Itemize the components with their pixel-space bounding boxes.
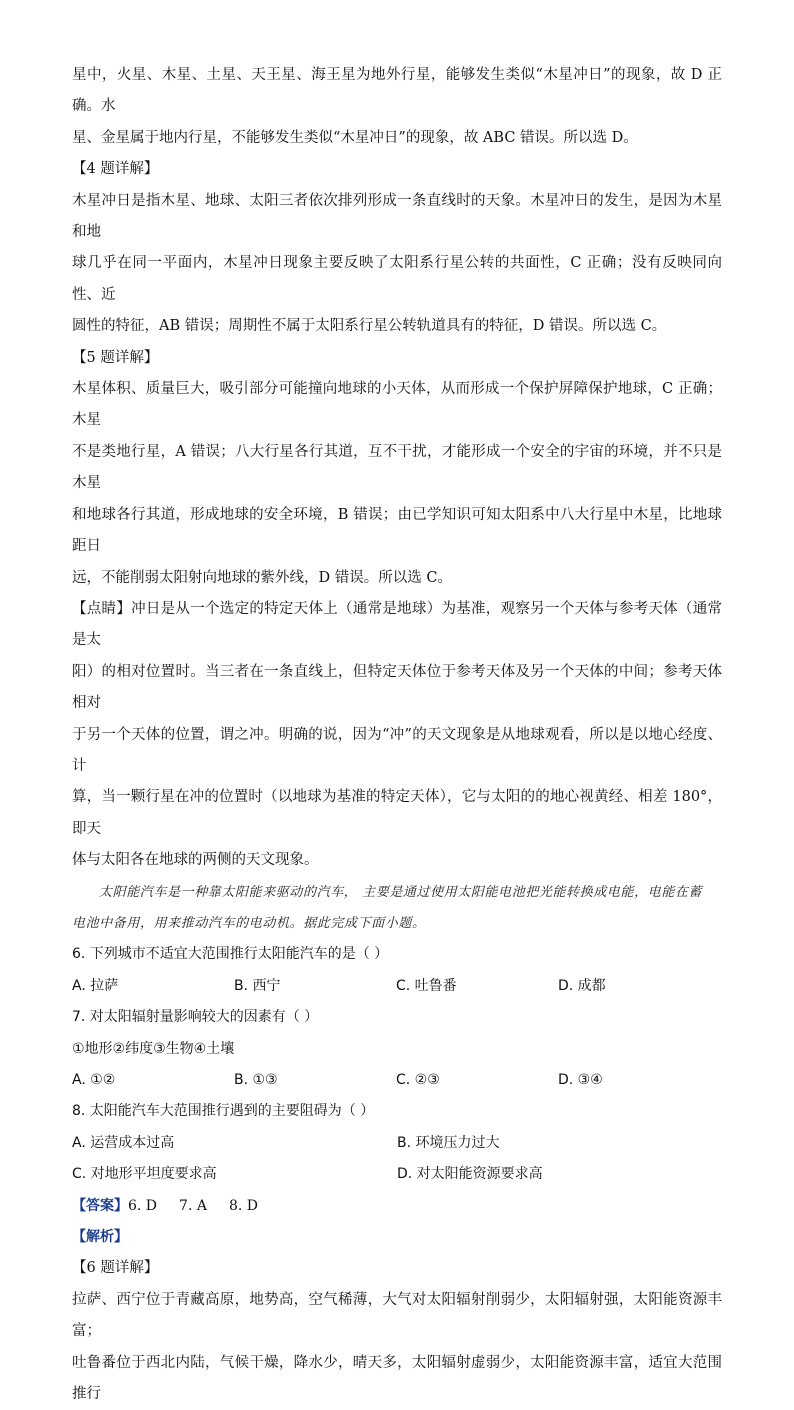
option-a: A. ①② [72,1072,116,1088]
option-a: A. 运营成本过高 [72,1134,175,1151]
text-line: 木星体积、质量巨大，吸引部分可能撞向地球的小天体，从而形成一个保护屏障保护地球，C 正确；木星 [72,381,722,429]
question-8-options-row2 [72,1159,722,1190]
document-page [72,60,722,1410]
tip-line: 体与太阳各在地球的两侧的天文现象。 [72,852,319,869]
option-c: C. 对地形平坦度要求高 [72,1166,217,1183]
answer-item: 7. A [179,1197,207,1214]
analysis-label: 【解析】 [72,1229,128,1246]
q4-detail-heading: 【4 题详解】 [72,161,159,178]
option-b: B. 环境压力过大 [397,1134,500,1151]
text-line: 圆性的特征，AB 错误；周期性不属于太阳系行星公转轨道具有的特征，D 错误。所以选 C。 [72,318,667,335]
question-7-sub: ①地形②纬度③生物④土壤 [72,1040,235,1057]
question-8-options-row1 [72,1128,722,1159]
answer-line [72,1191,722,1222]
option-d: D. 对太阳能资源要求高 [397,1166,543,1183]
intro-line: 电池中备用，用来推动汽车的电动机。据此完成下面小题。 [72,915,426,931]
tip-line: 【点睛】冲日是从一个选定的特定天体上（通常是地球）为基准，观察另一个天体与参考天体（通常是太 [72,600,722,649]
option-d: D. 成都 [558,977,606,994]
question-7-options [72,1065,722,1096]
text-line: 星中，火星、木星、土星、天王星、海王星为地外行星，能够发生类似“木星冲日”的现象，故 D 正确。水 [72,67,722,115]
question-8-stem: 8. 太阳能汽车大范围推行遇到的主要阻碍为（ ） [72,1103,375,1120]
option-a: A. 拉萨 [72,977,119,994]
answer-item: 8. D [228,1197,259,1214]
text-line: 和地球各行其道，形成地球的安全环境，B 错误；由已学知识可知太阳系中八大行星中木星，比地球距日 [72,506,722,555]
answer-label: 【答案】 [72,1197,128,1214]
answer-item: 6. D [128,1197,158,1214]
tip-line: 阳）的相对位置时。当三者在一条直线上，但特定天体位于参考天体及另一个天体的中间；参考天体相对 [72,663,722,712]
text-line: 木星冲日是指木星、地球、太阳三者依次排列形成一条直线时的天象。木星冲日的发生，是因为木星和地 [72,192,722,241]
tip-line: 于另一个天体的位置，谓之冲。明确的说，因为“冲”的天文现象是从地球观看，所以是以地心经度、计 [72,726,722,774]
q5-detail-heading: 【5 题详解】 [72,349,159,366]
question-7-stem: 7. 对太阳辐射量影响较大的因素有（ ） [72,1009,319,1026]
option-b: B. ①③ [234,1072,278,1088]
intro-line: 太阳能汽车是一种靠太阳能来驱动的汽车， 主要是通过使用太阳能电池把光能转换成电能，电能在蓄 [99,884,703,900]
text-line: 星、金星属于地内行星，不能够发生类似“木星冲日”的现象，故 ABC 错误。所以选 D。 [72,129,638,146]
q6-detail-heading: 【6 题详解】 [72,1260,159,1277]
question-6-stem: 6. 下列城市不适宜大范围推行太阳能汽车的是（ ） [72,946,389,963]
text-line: 不是类地行星，A 错误；八大行星各行其道，互不干扰，才能形成一个安全的宇宙的环境，并不只是木星 [72,443,722,492]
option-d: D. ③④ [558,1072,603,1088]
question-6-options [72,971,722,1002]
text-line: 吐鲁番位于西北内陆，气候干燥，降水少，晴天多，太阳辐射虚弱少，太阳能资源丰富，适宜大范围推行 [72,1354,722,1403]
text-line: 拉萨、西宁位于青藏高原，地势高，空气稀薄，大气对太阳辐射削弱少，太阳辐射强，太阳能资源丰富； [72,1291,722,1340]
option-b: B. 西宁 [234,977,281,994]
option-c: C. 吐鲁番 [396,977,457,994]
text-line: 远，不能削弱太阳射向地球的紫外线，D 错误。所以选 C。 [72,569,452,586]
tip-line: 算，当一颗行星在冲的位置时（以地球为基准的特定天体），它与太阳的的地心视黄经、相差 180°，即天 [72,789,722,837]
option-c: C. ②③ [396,1072,440,1088]
text-line: 球几乎在同一平面内，木星冲日现象主要反映了太阳系行星公转的共面性，C 正确；没有反映同向性、近 [72,255,722,303]
